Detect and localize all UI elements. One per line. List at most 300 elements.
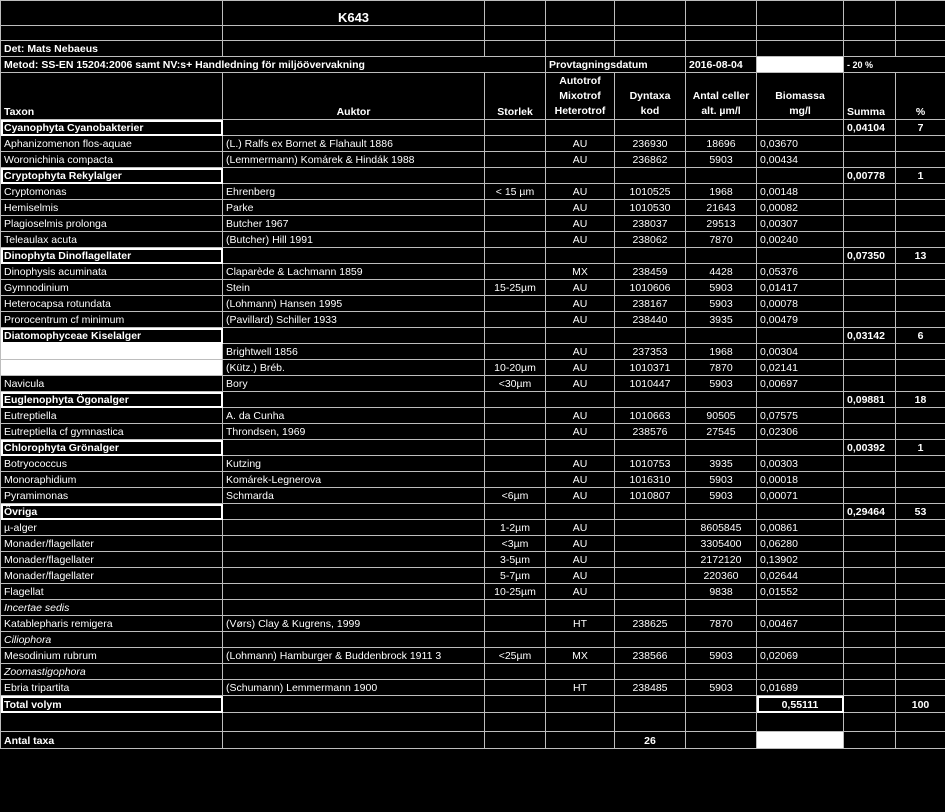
cell[interactable]: [223, 248, 485, 264]
cell[interactable]: [686, 713, 757, 732]
cell[interactable]: [223, 664, 485, 680]
cell[interactable]: [546, 120, 615, 136]
cell[interactable]: [896, 136, 945, 152]
cell[interactable]: [896, 200, 945, 216]
cell[interactable]: [485, 732, 546, 749]
cell[interactable]: [844, 488, 896, 504]
cell[interactable]: [896, 152, 945, 168]
taxon-name: Navicula: [1, 376, 223, 392]
species-row: [1, 424, 945, 440]
cell[interactable]: [686, 440, 757, 456]
species-row: [1, 232, 945, 248]
taxon-antal: 5903: [686, 152, 757, 168]
taxon-auktor: [223, 552, 485, 568]
cell[interactable]: [615, 600, 686, 616]
cell[interactable]: [223, 713, 485, 732]
cell[interactable]: [615, 120, 686, 136]
cell[interactable]: [896, 232, 945, 248]
cell[interactable]: [485, 696, 546, 713]
cell[interactable]: [615, 713, 686, 732]
taxon-name: Monader/flagellater: [1, 536, 223, 552]
cell[interactable]: [686, 1, 757, 26]
cell[interactable]: [844, 664, 896, 680]
cell[interactable]: [485, 440, 546, 456]
taxon-auktor: [223, 568, 485, 584]
taxon-biomassa: 0,00434: [757, 152, 844, 168]
cell[interactable]: [686, 732, 757, 749]
cell[interactable]: [686, 504, 757, 520]
cell[interactable]: [485, 41, 546, 57]
cell[interactable]: [844, 600, 896, 616]
taxon-biomassa: 0,00240: [757, 232, 844, 248]
taxon-storlek: [485, 200, 546, 216]
cell[interactable]: [844, 520, 896, 536]
taxon-name: Prorocentrum cf minimum: [1, 312, 223, 328]
species-row: [1, 312, 945, 328]
species-row: [1, 136, 945, 152]
subgroup-row: [1, 600, 945, 616]
taxon-name: Aphanizomenon flos-aquae: [1, 136, 223, 152]
cell[interactable]: [546, 696, 615, 713]
antal-line-2: alt. µm/l: [701, 105, 741, 117]
cell[interactable]: [223, 168, 485, 184]
taxon-auktor: (Schumann) Lemmermann 1900: [223, 680, 485, 696]
cell[interactable]: [1, 1, 223, 26]
taxon-dyntaxa-kod: 236930: [615, 136, 686, 152]
cell[interactable]: [896, 584, 945, 600]
cell[interactable]: [896, 520, 945, 536]
cell[interactable]: [844, 216, 896, 232]
taxon-name: Monader/flagellater: [1, 552, 223, 568]
taxon-storlek: [485, 472, 546, 488]
blank-white-cell[interactable]: [757, 732, 844, 749]
taxon-storlek: [485, 136, 546, 152]
cell[interactable]: [844, 616, 896, 632]
taxon-name: Woronichinia compacta: [1, 152, 223, 168]
taxon-troph: AU: [546, 232, 615, 248]
taxon-storlek: <30µm: [485, 376, 546, 392]
cell[interactable]: [844, 296, 896, 312]
taxon-name: Zoomastigophora: [1, 664, 223, 680]
cell[interactable]: [844, 41, 896, 57]
cell[interactable]: [844, 552, 896, 568]
cell[interactable]: [844, 456, 896, 472]
taxon-troph: AU: [546, 376, 615, 392]
cell[interactable]: [223, 696, 485, 713]
taxon-biomassa: 0,13902: [757, 552, 844, 568]
cell[interactable]: [546, 1, 615, 26]
taxon-dyntaxa-kod: 238566: [615, 648, 686, 664]
cell[interactable]: [844, 184, 896, 200]
antal-taxa-label: Antal taxa: [1, 732, 223, 749]
cell[interactable]: [485, 328, 546, 344]
cell[interactable]: [896, 280, 945, 296]
cell[interactable]: [896, 732, 945, 749]
cell[interactable]: [615, 392, 686, 408]
taxon-storlek: [485, 408, 546, 424]
cell[interactable]: [844, 26, 896, 41]
cell[interactable]: [686, 248, 757, 264]
group-pct: 1: [896, 168, 945, 184]
cell[interactable]: [686, 168, 757, 184]
cell[interactable]: [615, 664, 686, 680]
cell[interactable]: [896, 472, 945, 488]
cell[interactable]: [844, 408, 896, 424]
taxon-biomassa: 0,00018: [757, 472, 844, 488]
cell[interactable]: [896, 264, 945, 280]
taxon-name: Mesodinium rubrum: [1, 648, 223, 664]
cell[interactable]: [686, 328, 757, 344]
cell[interactable]: [485, 713, 546, 732]
cell[interactable]: [844, 200, 896, 216]
group-name: Cryptophyta Rekylalger: [1, 168, 223, 184]
cell[interactable]: [223, 41, 485, 57]
col-header-pct: %: [896, 73, 945, 120]
species-row: [1, 568, 945, 584]
taxon-auktor: Claparède & Lachmann 1859: [223, 264, 485, 280]
taxon-storlek: [485, 216, 546, 232]
cell[interactable]: [485, 1, 546, 26]
cell[interactable]: [686, 632, 757, 648]
total-biomassa: 0,55111: [757, 696, 844, 713]
taxon-troph: HT: [546, 616, 615, 632]
taxon-biomassa: 0,00303: [757, 456, 844, 472]
cell[interactable]: [896, 376, 945, 392]
group-row: [1, 440, 945, 456]
taxon-dyntaxa-kod: 238062: [615, 232, 686, 248]
cell[interactable]: [896, 568, 945, 584]
taxon-troph: AU: [546, 424, 615, 440]
cell[interactable]: [844, 632, 896, 648]
group-summa: 0,00778: [844, 168, 896, 184]
cell[interactable]: [1, 26, 223, 41]
taxon-dyntaxa-kod: 1010753: [615, 456, 686, 472]
cell[interactable]: [686, 600, 757, 616]
taxon-storlek: 10-25µm: [485, 584, 546, 600]
cell[interactable]: [485, 120, 546, 136]
cell[interactable]: [546, 713, 615, 732]
cell[interactable]: [546, 732, 615, 749]
cell[interactable]: [223, 632, 485, 648]
taxon-antal: 90505: [686, 408, 757, 424]
group-row: [1, 248, 945, 264]
taxon-troph: AU: [546, 568, 615, 584]
taxon-antal: 7870: [686, 360, 757, 376]
taxon-storlek: <3µm: [485, 536, 546, 552]
spacer-row: [1, 713, 945, 732]
cell[interactable]: [896, 216, 945, 232]
cell[interactable]: [757, 600, 844, 616]
taxon-auktor: Bory: [223, 376, 485, 392]
col-header-summa: Summa: [844, 73, 896, 120]
cell[interactable]: [485, 664, 546, 680]
taxon-biomassa: 0,05376: [757, 264, 844, 280]
taxon-troph: MX: [546, 264, 615, 280]
taxon-auktor: (Pavillard) Schiller 1933: [223, 312, 485, 328]
taxon-storlek: [485, 312, 546, 328]
cell[interactable]: [896, 360, 945, 376]
cell[interactable]: [757, 392, 844, 408]
col-header-auktor: Auktor: [223, 73, 485, 120]
group-summa: 0,07350: [844, 248, 896, 264]
cell[interactable]: [223, 440, 485, 456]
cell[interactable]: [223, 26, 485, 41]
taxon-antal: 29513: [686, 216, 757, 232]
cell[interactable]: [223, 600, 485, 616]
taxon-dyntaxa-kod: 1010807: [615, 488, 686, 504]
taxon-storlek: [485, 424, 546, 440]
total-pct: 100: [896, 696, 945, 713]
cell[interactable]: [615, 248, 686, 264]
cell[interactable]: [896, 456, 945, 472]
taxon-dyntaxa-kod: [615, 536, 686, 552]
cell[interactable]: [757, 168, 844, 184]
cell[interactable]: [757, 41, 844, 57]
blank-white-cell[interactable]: [757, 57, 844, 73]
taxon-biomassa: 0,01417: [757, 280, 844, 296]
cell[interactable]: [757, 713, 844, 732]
taxon-troph: AU: [546, 520, 615, 536]
cell[interactable]: [844, 232, 896, 248]
det-row: [1, 41, 945, 57]
cell[interactable]: [546, 248, 615, 264]
group-row: [1, 328, 945, 344]
cell[interactable]: [896, 296, 945, 312]
taxon-storlek: [485, 264, 546, 280]
cell[interactable]: [896, 344, 945, 360]
taxon-troph: AU: [546, 184, 615, 200]
cell[interactable]: [844, 732, 896, 749]
cell[interactable]: [896, 536, 945, 552]
cell[interactable]: [686, 41, 757, 57]
taxon-antal: 3305400: [686, 536, 757, 552]
species-row: [1, 648, 945, 664]
cell[interactable]: [757, 328, 844, 344]
cell[interactable]: [485, 504, 546, 520]
cell[interactable]: [844, 152, 896, 168]
cell[interactable]: [844, 280, 896, 296]
species-row: [1, 488, 945, 504]
title-row: [1, 1, 945, 26]
taxon-storlek: [485, 232, 546, 248]
taxon-dyntaxa-kod: 1010530: [615, 200, 686, 216]
taxon-storlek: [485, 344, 546, 360]
cell[interactable]: [844, 1, 896, 26]
cell[interactable]: [844, 424, 896, 440]
cell[interactable]: [896, 632, 945, 648]
cell[interactable]: [485, 248, 546, 264]
taxon-storlek: <25µm: [485, 648, 546, 664]
cell[interactable]: [896, 648, 945, 664]
taxon-dyntaxa-kod: 1010371: [615, 360, 686, 376]
taxon-storlek: <6µm: [485, 488, 546, 504]
cell[interactable]: [485, 632, 546, 648]
cell[interactable]: [615, 632, 686, 648]
cell[interactable]: [223, 732, 485, 749]
cell[interactable]: [844, 136, 896, 152]
cell[interactable]: [615, 41, 686, 57]
taxon-dyntaxa-kod: [615, 552, 686, 568]
taxon-storlek: 3-5µm: [485, 552, 546, 568]
cell[interactable]: [844, 264, 896, 280]
cell[interactable]: [844, 344, 896, 360]
cell[interactable]: [844, 312, 896, 328]
cell[interactable]: [615, 696, 686, 713]
cell[interactable]: [844, 360, 896, 376]
cell[interactable]: [546, 26, 615, 41]
taxon-biomassa: 0,00697: [757, 376, 844, 392]
cell[interactable]: [896, 424, 945, 440]
taxon-troph: AU: [546, 296, 615, 312]
taxon-auktor: (Lohmann) Hansen 1995: [223, 296, 485, 312]
taxon-antal: 1968: [686, 184, 757, 200]
cell[interactable]: [757, 26, 844, 41]
cell[interactable]: [896, 552, 945, 568]
group-summa: 0,00392: [844, 440, 896, 456]
cell[interactable]: [615, 328, 686, 344]
cell[interactable]: [844, 584, 896, 600]
taxon-storlek: 15-25µm: [485, 280, 546, 296]
cell[interactable]: [485, 600, 546, 616]
taxon-storlek: 10-20µm: [485, 360, 546, 376]
cell[interactable]: [844, 713, 896, 732]
metod-row: [1, 57, 945, 73]
group-name: Cyanophyta Cyanobakterier: [1, 120, 223, 136]
taxon-auktor: Stein: [223, 280, 485, 296]
taxon-storlek: [485, 616, 546, 632]
group-name: Diatomophyceae Kiselalger: [1, 328, 223, 344]
taxon-name: Cryptomonas: [1, 184, 223, 200]
cell[interactable]: [615, 504, 686, 520]
cell[interactable]: [546, 632, 615, 648]
species-row: [1, 296, 945, 312]
cell[interactable]: [896, 488, 945, 504]
cell[interactable]: [896, 184, 945, 200]
cell[interactable]: [485, 392, 546, 408]
cell[interactable]: [686, 120, 757, 136]
cell[interactable]: [615, 168, 686, 184]
cell[interactable]: [844, 696, 896, 713]
taxon-dyntaxa-kod: 238167: [615, 296, 686, 312]
cell[interactable]: [757, 248, 844, 264]
cell[interactable]: [896, 616, 945, 632]
cell[interactable]: [546, 328, 615, 344]
species-row: [1, 616, 945, 632]
cell[interactable]: [223, 120, 485, 136]
cell[interactable]: [844, 680, 896, 696]
group-summa: 0,29464: [844, 504, 896, 520]
taxon-dyntaxa-kod: 1010525: [615, 184, 686, 200]
taxon-auktor: (Lohmann) Hamburger & Buddenbrock 1911 3: [223, 648, 485, 664]
cell[interactable]: [615, 440, 686, 456]
cell[interactable]: [844, 376, 896, 392]
cell[interactable]: [896, 26, 945, 41]
cell[interactable]: [546, 440, 615, 456]
cell[interactable]: [896, 408, 945, 424]
taxon-antal: 5903: [686, 488, 757, 504]
taxon-biomassa: 0,00479: [757, 312, 844, 328]
cell[interactable]: [757, 632, 844, 648]
cell[interactable]: [1, 713, 223, 732]
taxon-troph: AU: [546, 312, 615, 328]
species-row: [1, 184, 945, 200]
taxon-biomassa: 0,02306: [757, 424, 844, 440]
col-header-taxon: Taxon: [1, 73, 223, 120]
taxon-storlek: 5-7µm: [485, 568, 546, 584]
group-name: Dinophyta Dinoflagellater: [1, 248, 223, 264]
cell[interactable]: [546, 664, 615, 680]
cell[interactable]: [896, 1, 945, 26]
bio-line-1: Biomassa: [775, 90, 825, 102]
taxon-dyntaxa-kod: [615, 584, 686, 600]
cell[interactable]: [546, 168, 615, 184]
taxon-storlek: < 15 µm: [485, 184, 546, 200]
taxon-auktor: [223, 536, 485, 552]
cell[interactable]: [757, 1, 844, 26]
cell[interactable]: [615, 1, 686, 26]
antal-line-1: Antal celler: [692, 90, 750, 102]
taxon-auktor: (Butcher) Hill 1991: [223, 232, 485, 248]
taxon-name: Pyramimonas: [1, 488, 223, 504]
group-row: [1, 392, 945, 408]
taxon-dyntaxa-kod: 236862: [615, 152, 686, 168]
cell[interactable]: [757, 120, 844, 136]
cell[interactable]: [686, 392, 757, 408]
cell[interactable]: [844, 648, 896, 664]
cell[interactable]: [546, 504, 615, 520]
cell[interactable]: [896, 312, 945, 328]
taxon-biomassa: 0,00071: [757, 488, 844, 504]
group-row: [1, 504, 945, 520]
cell[interactable]: [223, 504, 485, 520]
cell[interactable]: [546, 392, 615, 408]
taxon-dyntaxa-kod: 1016310: [615, 472, 686, 488]
cell[interactable]: [223, 328, 485, 344]
taxon-biomassa: 0,00307: [757, 216, 844, 232]
cell[interactable]: [757, 664, 844, 680]
taxon-dyntaxa-kod: 1010663: [615, 408, 686, 424]
taxon-auktor: Komárek-Legnerova: [223, 472, 485, 488]
cell[interactable]: [485, 26, 546, 41]
cell[interactable]: [485, 168, 546, 184]
taxon-antal: 21643: [686, 200, 757, 216]
cell[interactable]: [757, 504, 844, 520]
cell[interactable]: [223, 392, 485, 408]
cell[interactable]: [546, 41, 615, 57]
taxon-biomassa: 0,00304: [757, 344, 844, 360]
cell[interactable]: [686, 26, 757, 41]
cell[interactable]: [844, 536, 896, 552]
cell[interactable]: [686, 696, 757, 713]
cell[interactable]: [615, 26, 686, 41]
group-name: Chlorophyta Grönalger: [1, 440, 223, 456]
taxon-biomassa: 0,03670: [757, 136, 844, 152]
cell[interactable]: [896, 713, 945, 732]
cell[interactable]: [686, 664, 757, 680]
cell[interactable]: [844, 568, 896, 584]
taxon-biomassa: 0,02141: [757, 360, 844, 376]
species-row: [1, 680, 945, 696]
cell[interactable]: [757, 440, 844, 456]
cell[interactable]: [546, 600, 615, 616]
taxon-storlek: [485, 296, 546, 312]
cell[interactable]: [896, 680, 945, 696]
cell[interactable]: [844, 472, 896, 488]
cell[interactable]: [896, 41, 945, 57]
cell[interactable]: [896, 600, 945, 616]
provtagning-label: Provtagningsdatum: [546, 57, 686, 73]
cell[interactable]: [896, 664, 945, 680]
